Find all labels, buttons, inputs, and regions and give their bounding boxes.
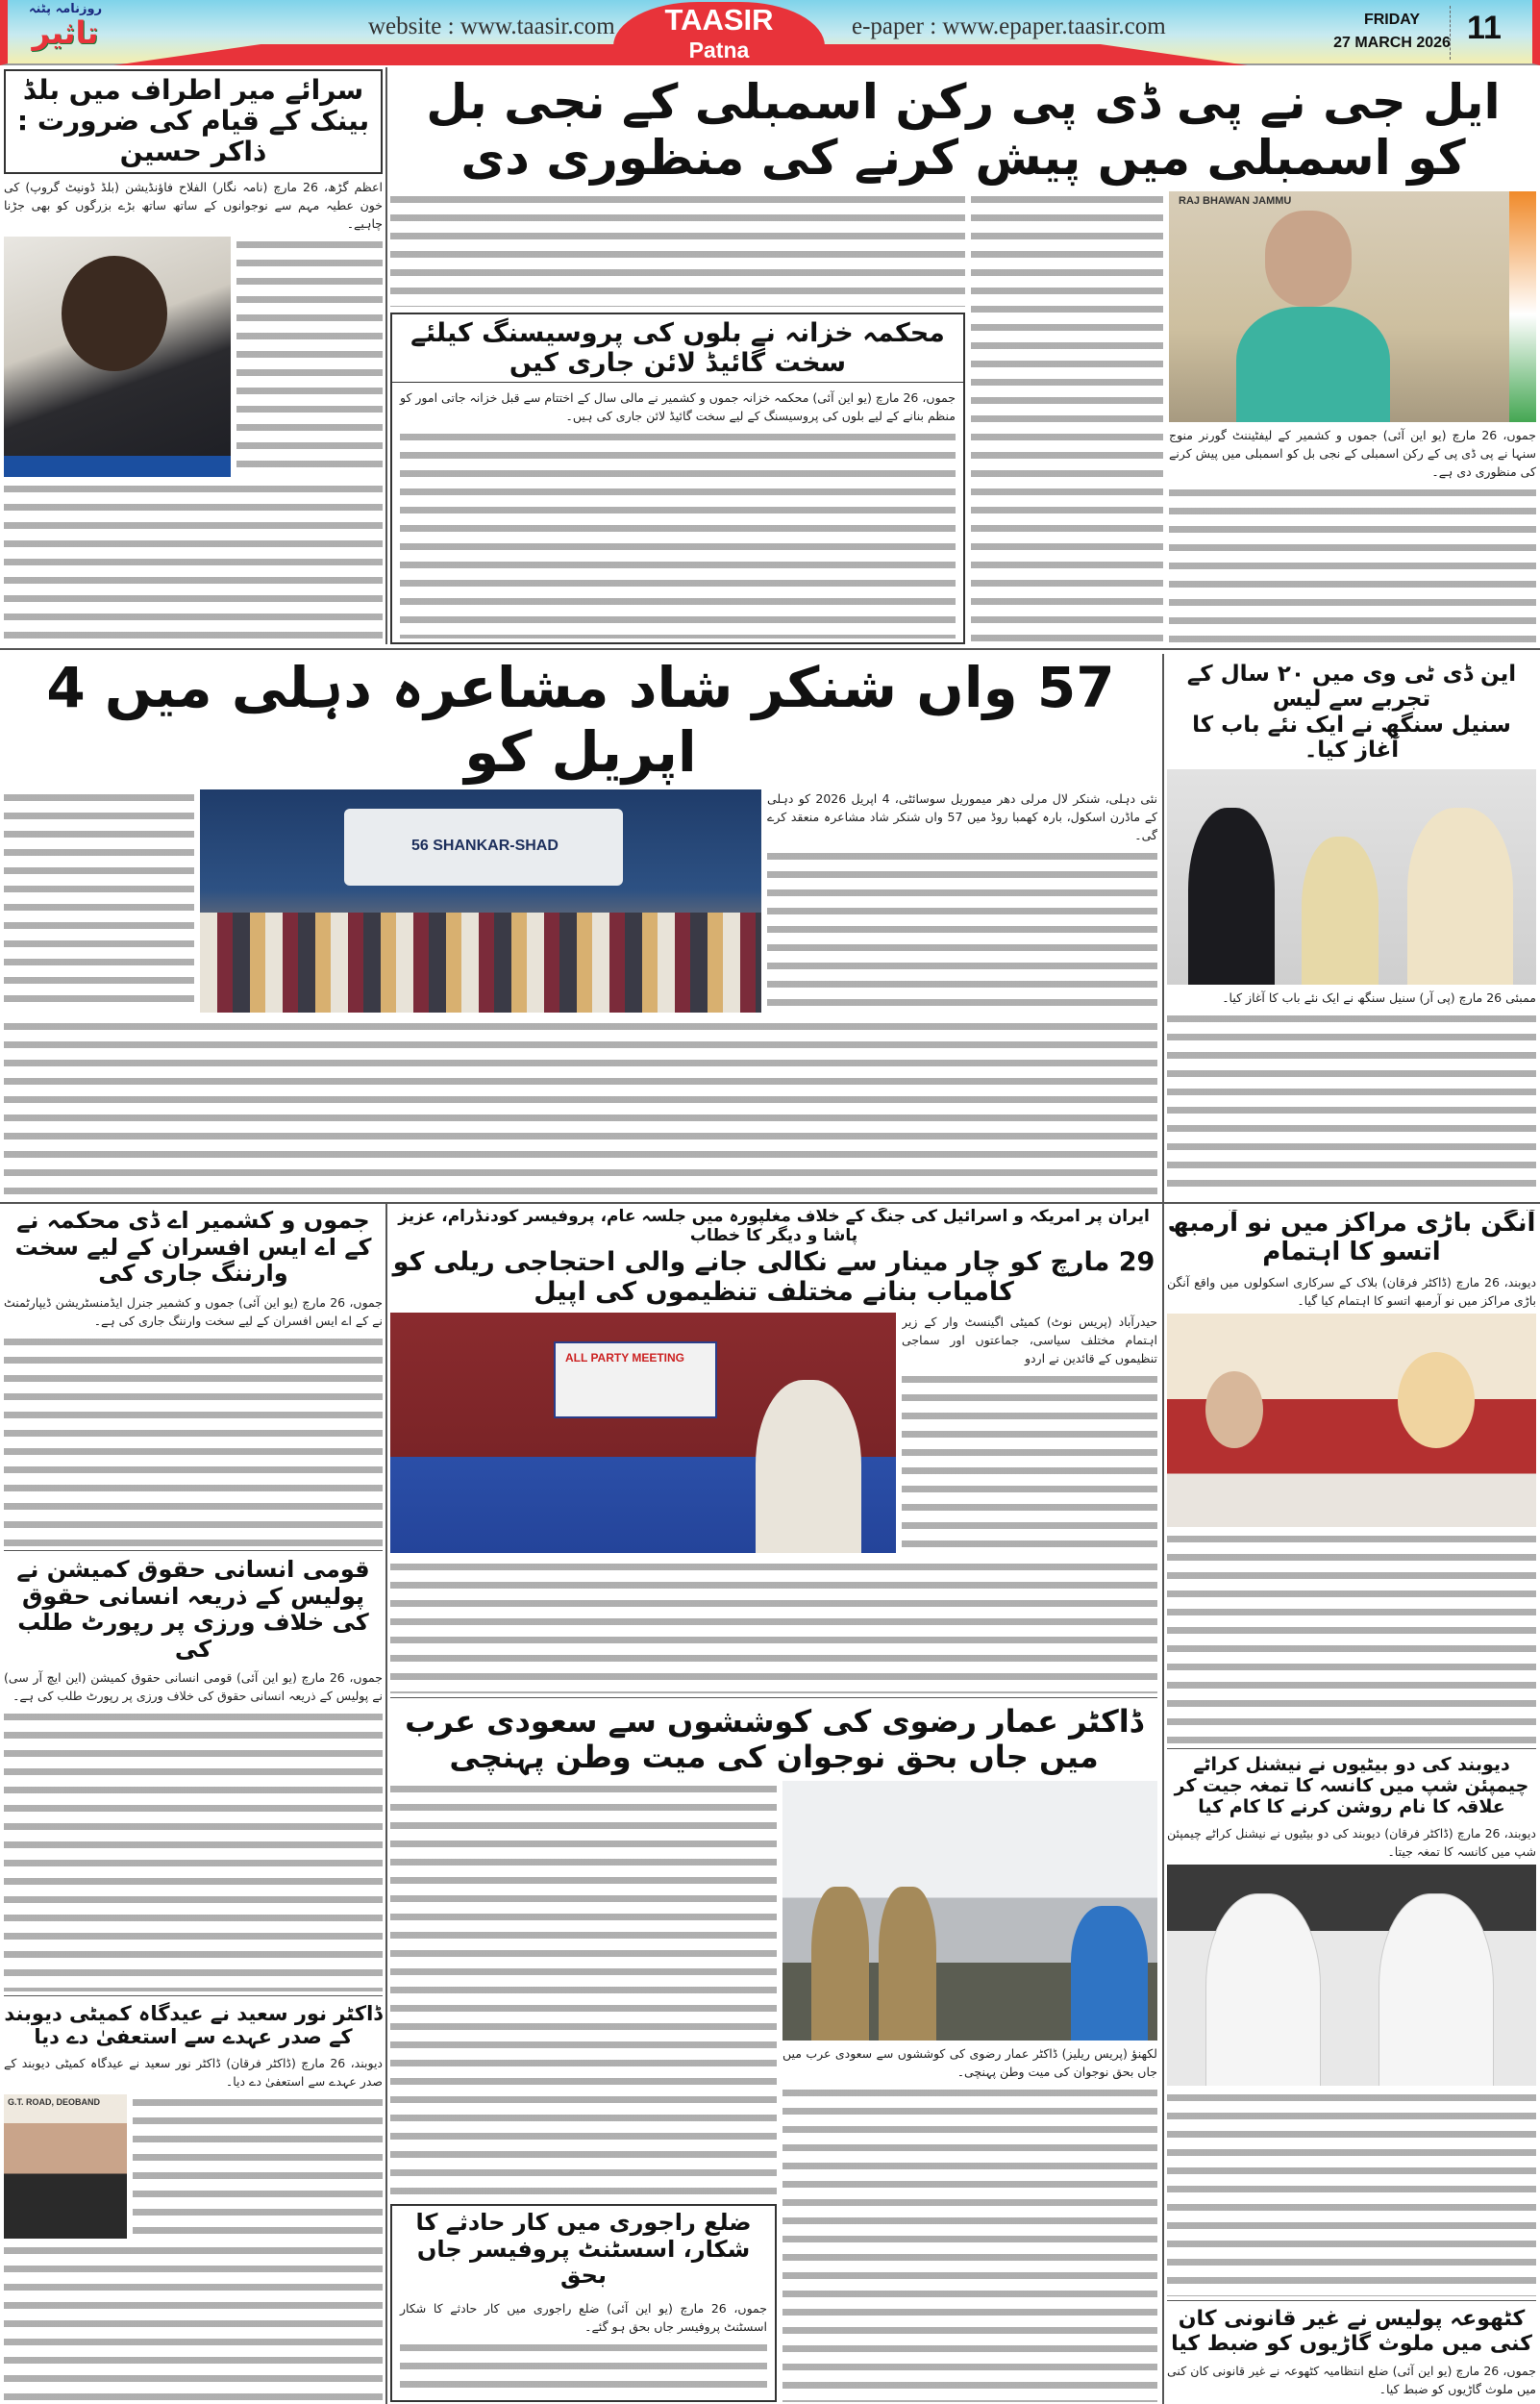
photo-subject [1302,837,1379,985]
photo-subject [756,1380,861,1553]
headline-eidgah: ڈاکٹر نور سعید نے عیدگاہ کمیٹی دیوبند کے صدر عہدے سے استعفیٰ دے دیا [4,2002,383,2049]
middle-column [390,1208,1157,2402]
headline-line-1: این ڈی ٹی وی میں ۲۰ سال کے تجربے سے لیس [1186,662,1517,713]
logo-subtitle: روزنامہ پٹنہ [28,2,103,16]
page-number: 11 [1467,10,1502,46]
article-body: جموں، 26 مارچ (یو این آئی) قومی انسانی حقوق کمیشن (این ایچ آر سی) نے پولیس کے ذریعہ انسانی حقوق کی خلاف ورزی پر رپورٹ طلب کی ہے۔ [4,1670,383,1704]
article-body: دیوبند، 26 مارچ (ڈاکٹر فرقان) ڈاکٹر نور سعید نے عیدگاہ کمیٹی دیوبند کے صدر عہدے سے استعفیٰ دے دیا۔ [4,2056,383,2090]
photo-zakir-hussain [4,237,231,477]
photo-banner-text: RAJ BHAWAN JAMMU [1179,195,1292,207]
article-text-lines [390,1781,777,2198]
photo-mushaira [200,789,761,1013]
article-lg-bill-area [390,75,1536,644]
photo-subject [1407,808,1513,985]
article-text-lines [1167,1531,1536,1744]
article-text-lines [390,191,965,307]
article-anganwadi [1167,1210,1536,1744]
headline-anganwadi: آنگن باڑی مراکز میں نو آرمبھ اتسو کا اہتمام [1167,1210,1536,1266]
article-rajouri-box [390,2204,777,2402]
photo-banner-text: G.T. ROAD, DEOBAND [8,2097,101,2108]
article-body: جموں، 26 مارچ (یو این آئی) جموں و کشمیر کے لیفٹیننٹ گورنر منوج سنہا نے پی ڈی پی کے رکن اسمبلی کے نجی بل کو اسمبلی میں پیش کرنے کی منظوری دی ہے۔ [1169,428,1536,479]
column-rule [385,67,387,644]
column-rule [1162,1204,1164,2404]
row-rule [0,648,1540,650]
article-text-lines [400,429,956,639]
rally-row [390,1313,1157,1553]
finance-column [390,191,965,644]
article-blood-bank [4,69,383,644]
left-column [4,1208,383,2402]
main-headline: ایل جی نے پی ڈی پی رکن اسمبلی کے نجی بل کو اسمبلی میں پیش کرنے کی منظوری دی [390,75,1536,186]
photo-sunil-singh [1167,769,1536,985]
lg-bill-column [1169,191,1536,644]
photo-subject [1188,808,1275,985]
article-gad [4,1208,383,1546]
article-text-lines [4,1018,1157,1198]
article-karate [1167,1755,1536,2296]
article-finance-box [390,313,965,644]
brand-city: Patna [688,38,750,63]
issue-date-block [1325,12,1459,52]
photo-subject [1398,1352,1475,1448]
photo-group [200,913,761,1013]
logo-title: تاثیر [32,14,99,51]
main-row [390,191,1536,644]
article-body: جموں، 26 مارچ (یو این آئی) محکمہ خزانہ جموں و کشمیر نے مالی سال کے اختتام سے قبل خزانہ جاتی امور کو منظم بنانے کے لیے بلوں کی پروسیسنگ کے لیے سخت گائیڈ لائن جاری کی ہیں۔ [400,390,956,424]
article-text-lines [1169,485,1536,644]
column-rule [385,1204,387,2404]
headline-kathua: کٹھوعہ پولیس نے غیر قانونی کان کنی میں ملوث گاڑیوں کو ضبط کیا [1167,2307,1536,2356]
article-text-lines [1167,1011,1536,1198]
issue-day: FRIDAY [1363,12,1421,28]
article-kathua [1167,2307,1536,2402]
article-text-lines [236,237,383,477]
photo-subject [62,256,167,371]
article-text-lines [4,481,383,644]
photo-all-party-meeting [390,1313,896,1553]
article-mushaira [4,656,1157,1198]
article-text-lines [4,1334,383,1546]
divider [1450,6,1451,60]
article-ndtv [1167,662,1536,1198]
article-text-lines [4,1709,383,1991]
headline-rally: 29 مارچ کو چار مینار سے نکالی جانے والی احتجاجی ریلی کو کامیاب بنانے مختلف تنظیموں کی اپیل [390,1247,1157,1307]
photo-subject [1205,1371,1263,1448]
article-body: دیوبند، 26 مارچ (ڈاکٹر فرقان) دیوبند کی دو بیٹیوں نے نیشنل کراٹے چیمپئن شپ میں کانسہ کا تمغہ جیتا۔ [1167,1825,1536,1859]
article-body: نئی دہلی، شنکر لال مرلی دھر میموریل سوسائٹی، 4 اپریل 2026 کو دہلی کے ماڈرن اسکول، بارہ کھمبا روڈ میں 57 واں شنکر شاد مشاعرہ منعقد کرے گی۔ [767,791,1157,843]
photo-subject [1236,307,1390,422]
issue-date: 27 MARCH 2026 [1333,35,1451,51]
article-text-lines [4,2242,383,2402]
headline-line-2: سنیل سنگھ نے ایک نئے باب کا آغاز کیا۔ [1192,712,1511,764]
brand-name: TAASIR [664,3,774,37]
masthead [0,0,1540,65]
rajouri-column [390,1781,777,2402]
rizvi-column [782,1781,1157,2402]
headline-mushaira: 57 واں شنکر شاد مشاعرہ دہلی میں 4 اپریل کو [4,656,1157,784]
divider [390,1697,1157,1698]
photo-ambulance [782,1781,1157,2041]
headline-rajouri: ضلع راجوری میں کار حادثے کا شکار، اسسٹنٹ پروفیسر جاں بحق [392,2206,775,2293]
headline: سرائے میر اطراف میں بلڈ بینک کے قیام کی ضرورت : ذاکر حسین [6,71,381,172]
article-body: لکھنؤ (پریس ریلیز) ڈاکٹر عمار رضوی کی کوششوں سے سعودی عرب میں جاں بحق نوجوان کی میت وطن پہنچی۔ [782,2045,1157,2079]
article-body: جموں، 26 مارچ (یو این آئی) ضلع انتظامیہ کٹھوعہ نے غیر قانونی کان کنی میں ملوث گاڑیوں کو ضبط کیا۔ [1167,2364,1536,2396]
photo-subject [879,1887,936,2041]
article-eidgah [4,2002,383,2402]
article-body: حیدرآباد (پریس نوٹ) کمیٹی اگینسٹ وار کے زیر اہتمام مختلف سیاسی، جماعتوں اور سماجی تنظیموں کے قائدین نے اردو [902,1315,1157,1366]
column-rule [1162,654,1164,1202]
article-text-lines [133,2094,383,2239]
article-body: جموں، 26 مارچ (یو این آئی) جموں و کشمیر جنرل ایڈمنسٹریشن ڈیپارٹمنٹ نے کے اے ایس افسران کے لیے سخت وارننگ جاری کی ہے۔ [4,1294,383,1328]
epaper-link[interactable]: e-paper : www.epaper.taasir.com [852,13,1166,39]
headline-ndtv [1167,662,1536,764]
row-rule [0,1202,1540,1204]
website-link[interactable]: website : www.taasir.com [368,13,615,39]
eidgah-photo-row [4,2094,383,2239]
photo-row [4,237,383,477]
article-text-lines [400,2340,767,2394]
flag [1509,191,1536,422]
photo-banner-text: ALL PARTY MEETING [565,1351,685,1365]
photo-subject [1265,211,1352,307]
headline-nhrc: قومی انسانی حقوق کمیشن نے پولیس کے ذریعہ انسانی حقوق کی خلاف ورزی پر رپورٹ طلب کی [4,1557,383,1663]
photo-subject [1071,1906,1148,2041]
divider [1167,2300,1536,2301]
rally-text-column [902,1313,1157,1553]
article-body: دیوبند، 26 مارچ (ڈاکٹر فرقان) بلاک کے سرکاری اسکولوں میں واقع آنگن باڑی مراکز میں نو آرمبھ اتسو کا اہتمام کیا گیا۔ [1167,1274,1536,1308]
divider [4,1995,383,1996]
article-text-lines [971,191,1163,644]
article-text-lines [390,1559,1157,1693]
photo-noor-saeed [4,2094,127,2239]
kicker-rally: ایران پر امریکہ و اسرائیل کی جنگ کے خلاف مغلپورہ میں جلسہ عام، پروفیسر کودنڈرام، عزیز پاشا و دیگر کا خطاب [390,1208,1157,1245]
headline: محکمہ خزانہ نے بلوں کی پروسیسنگ کیلئے سخت گائیڈ لائن جاری کیں [392,314,963,383]
article-text-lines [902,1371,1157,1553]
newspaper-logo [17,2,113,62]
photo-lg-manoj-sinha [1169,191,1536,422]
photo-subject [811,1887,869,2041]
article-body: جموں، 26 مارچ (یو این آئی) ضلع راجوری میں کار حادثے کا شکار اسسٹنٹ پروفیسر جاں بحق ہو گئے۔ [400,2301,767,2334]
headline-rizvi: ڈاکٹر عمار رضوی کی کوششوں سے سعودی عرب میں جاں بحق نوجوان کی میت وطن پہنچی [390,1704,1157,1775]
brand-badge [613,2,825,65]
divider [4,1550,383,1551]
headline-karate: دیوبند کی دو بیٹیوں نے نیشنل کراٹے چیمپئن شپ میں کانسہ کا تمغہ جیت کر علاقہ کا نام روشن کرنے کا کام کیا [1167,1755,1536,1818]
article-body: اعظم گڑھ، 26 مارچ (نامہ نگار) الفلاح فاؤنڈیشن (بلڈ ڈونیٹ گروپ) کی خون عطیہ مہم سے نوجوانوں کے ساتھ ساتھ بڑے بزرگوں کو بھی جڑنا چاہیے۔ [4,179,383,231]
photo-banner-text: 56 SHANKAR-SHAD [411,838,559,855]
mushaira-text-column [767,789,1157,1013]
mushaira-row [4,789,1157,1013]
article-text-lines [1167,2090,1536,2297]
photo-karate-girls [1167,1865,1536,2086]
article-blood-bank-headline-box [4,69,383,174]
article-nhrc [4,1557,383,1991]
photo-strip [4,456,231,477]
article-text-lines [767,848,1157,1013]
article-text-lines [4,789,194,1013]
rizvi-row [390,1781,1157,2402]
right-column [1167,1210,1536,2402]
photo-subject [1379,1893,1494,2086]
divider [1167,1748,1536,1749]
photo-anganwadi [1167,1314,1536,1527]
article-text-lines [782,2085,1157,2402]
photo-subject [1205,1893,1321,2086]
headline-gad: جموں و کشمیر اے ڈی محکمہ نے کے اے ایس افسران کے لیے سخت وارننگ جاری کی [4,1208,383,1288]
article-body: ممبئی 26 مارچ (پی آر) سنیل سنگھ نے ایک نئے باب کا آغاز کیا۔ [1222,989,1536,1005]
